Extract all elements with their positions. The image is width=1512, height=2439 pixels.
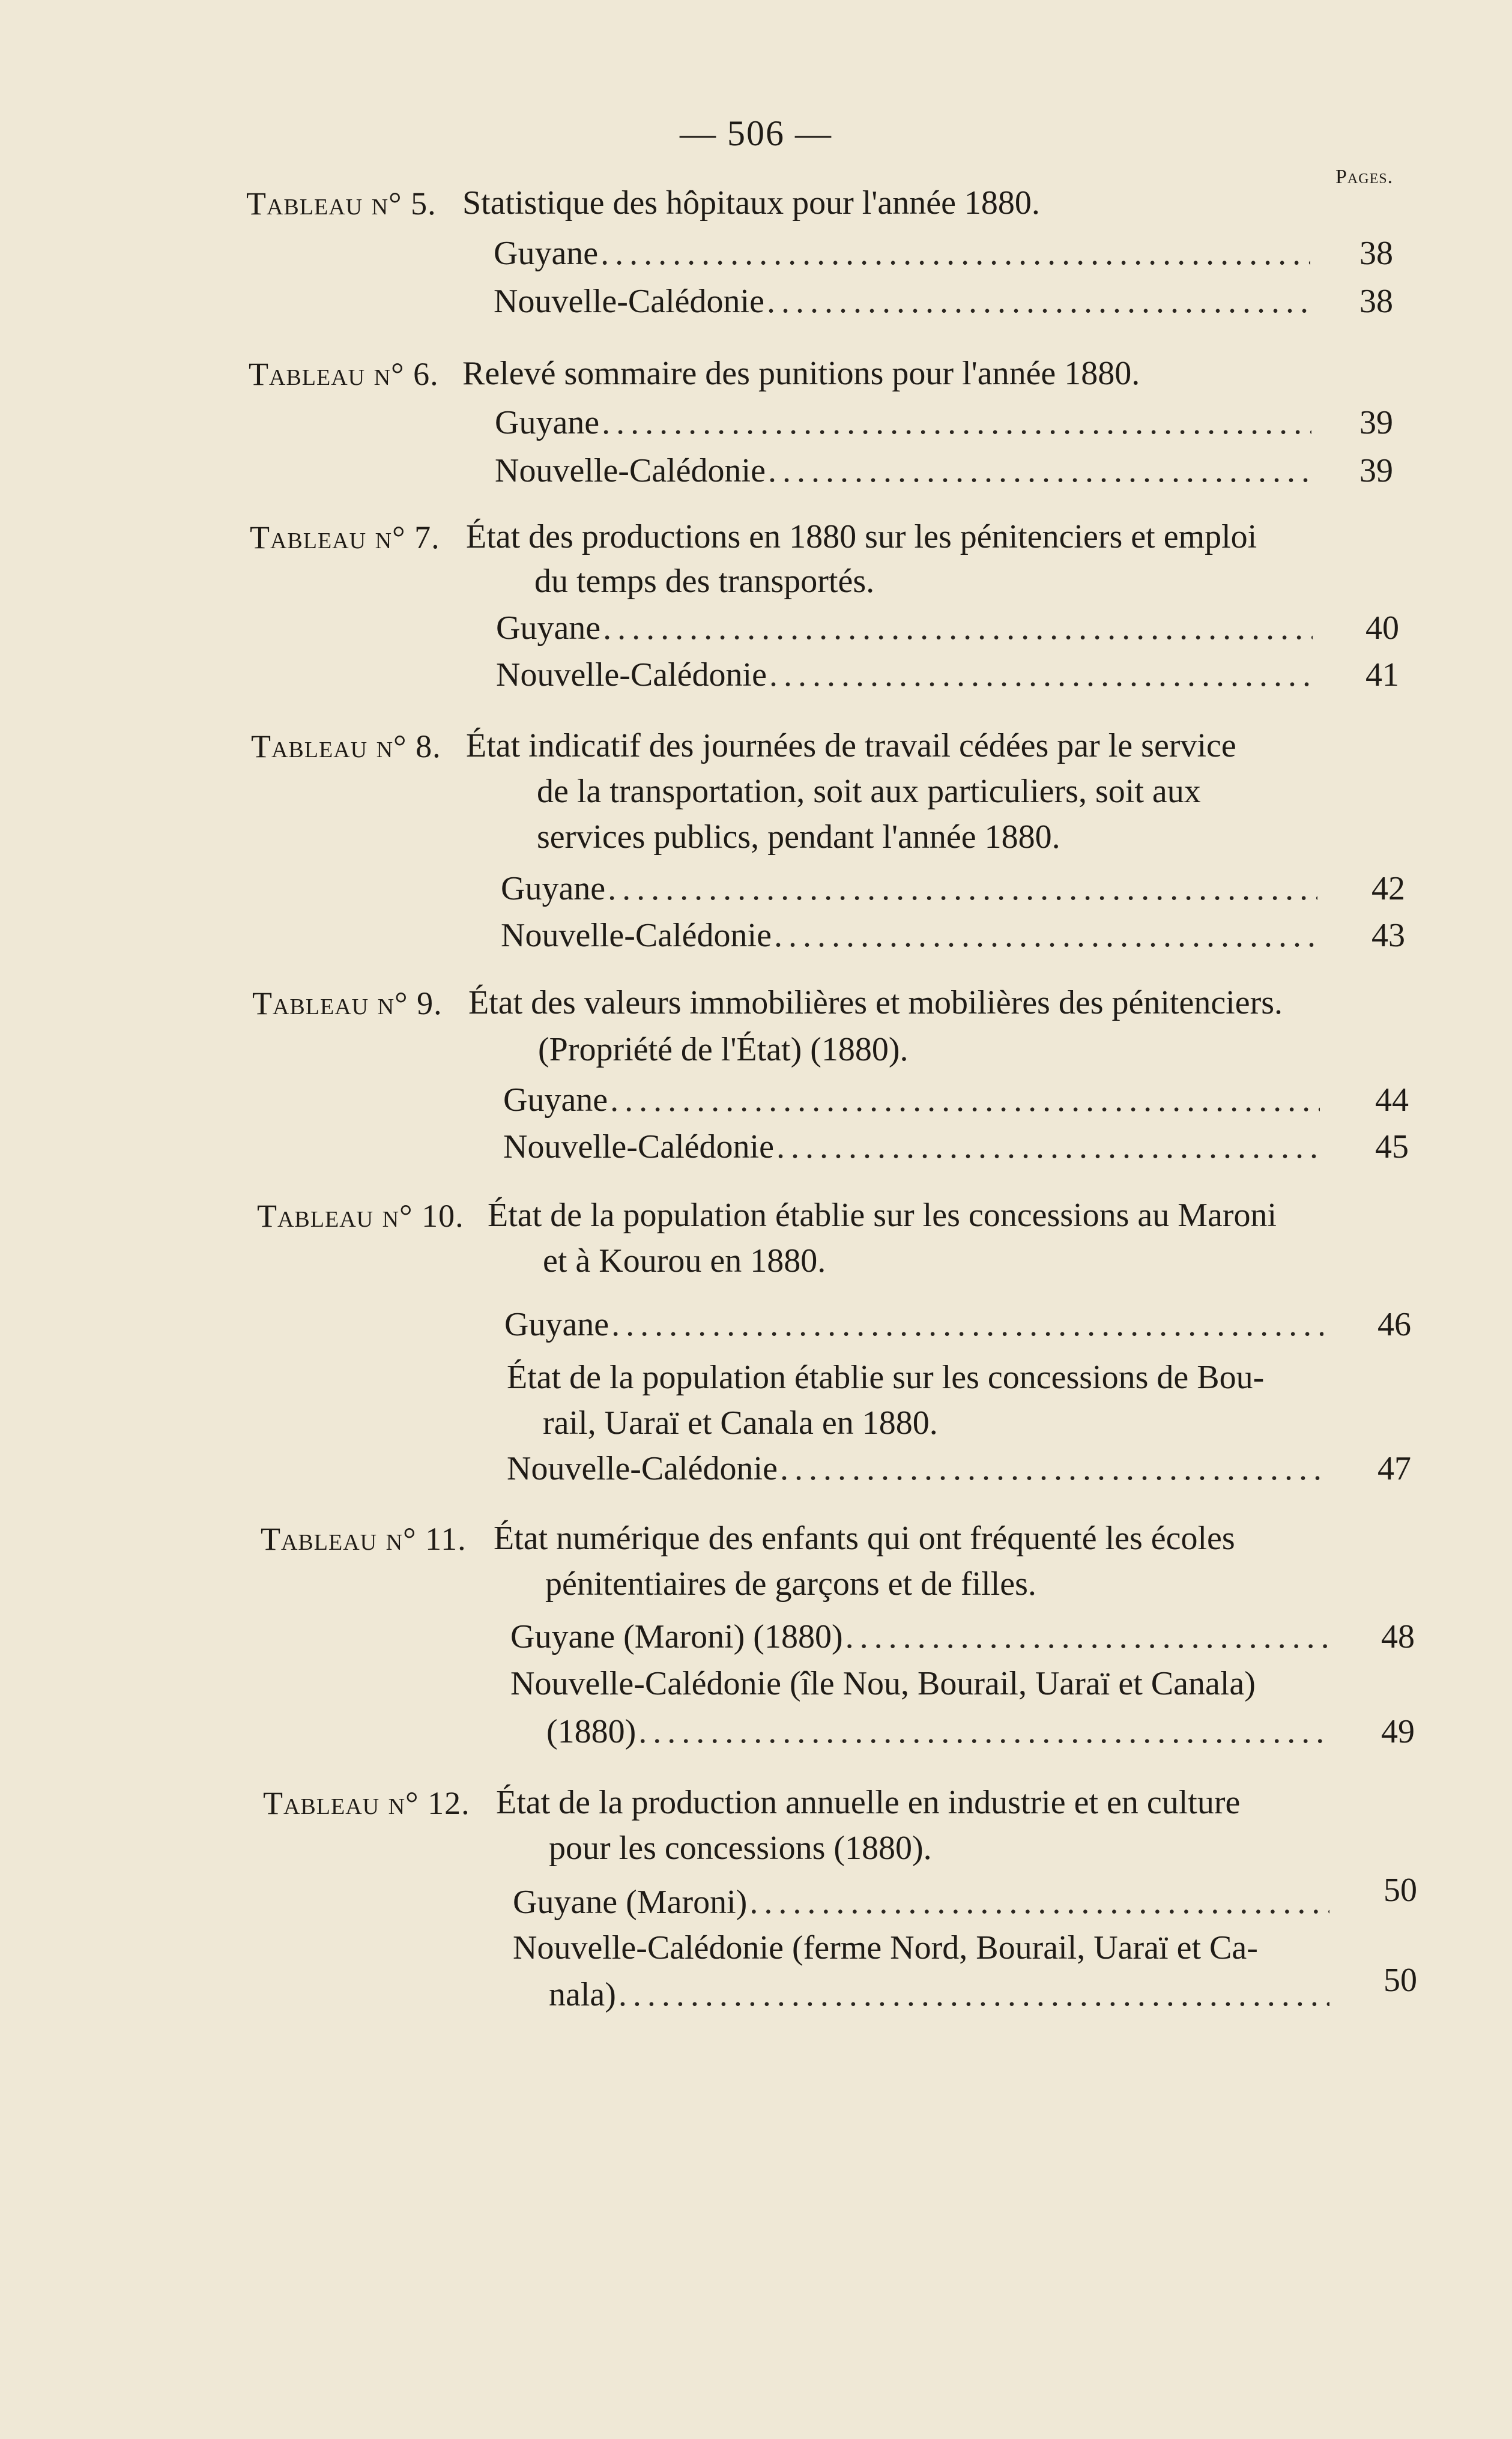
- tableau-11-entry-nc: [546, 1712, 1327, 1751]
- leader-dots: [600, 234, 1310, 273]
- tableau-12-subentry-line-1: Nouvelle-Calédonie (ferme Nord, Bourail, Uaraï et Ca-: [513, 1929, 1258, 1966]
- entry-label: Nouvelle-Calédonie: [496, 656, 767, 694]
- leader-dots: [774, 916, 1317, 955]
- entry-label: Guyane: [495, 404, 600, 441]
- entry-label: Nouvelle-Calédonie: [503, 1128, 774, 1165]
- entry-label: Nouvelle-Calédonie: [507, 1450, 778, 1487]
- tableau-12-title-line-2: pour les concessions (1880).: [549, 1830, 932, 1867]
- tableau-11-page-nc: 49: [1381, 1713, 1415, 1750]
- tableau-10-label: Tableau n° 10.: [257, 1198, 464, 1234]
- tableau-11-page-guyane: 48: [1381, 1618, 1415, 1655]
- tableau-8-entry-nc: [501, 916, 1317, 955]
- tableau-9-page-nc: 45: [1375, 1128, 1409, 1165]
- entry-label: Guyane (Maroni) (1880): [510, 1618, 843, 1655]
- tableau-5-page-nc: 38: [1359, 283, 1393, 320]
- tableau-5-entry-guyane: [494, 234, 1310, 273]
- tableau-11-label: Tableau n° 11.: [261, 1521, 467, 1557]
- leader-dots: [845, 1618, 1327, 1656]
- tableau-8-title-line-2: de la transportation, soit aux particuliers, soit aux: [537, 773, 1201, 810]
- leader-dots: [618, 1975, 1329, 2014]
- leader-dots: [769, 656, 1313, 694]
- tableau-5-page-guyane: 38: [1359, 235, 1393, 272]
- tableau-10-page-nc: 47: [1377, 1450, 1411, 1487]
- entry-label: Nouvelle-Calédonie: [494, 283, 764, 320]
- tableau-9-label: Tableau n° 9.: [252, 985, 443, 1021]
- tableau-7-title-line-2: du temps des transportés.: [534, 563, 875, 600]
- tableau-12-entry-guyane: [513, 1883, 1329, 1921]
- tableau-10-entry-nc: [507, 1449, 1323, 1488]
- tableau-6-label: Tableau n° 6.: [249, 356, 439, 392]
- pages-column-header: Pages.: [1335, 166, 1394, 188]
- leader-dots: [608, 869, 1317, 908]
- tableau-5-entry-nc: [494, 282, 1310, 321]
- tableau-12-label: Tableau n° 12.: [263, 1785, 470, 1821]
- tableau-7-page-guyane: 40: [1365, 609, 1399, 647]
- entry-label: Guyane: [494, 235, 599, 272]
- leader-dots: [780, 1449, 1323, 1488]
- tableau-10-page-guyane: 46: [1377, 1306, 1411, 1343]
- tableau-12-page-nc: 50: [1383, 1962, 1417, 1999]
- tableau-7-entry-guyane: [496, 609, 1313, 647]
- leader-dots: [610, 1081, 1320, 1119]
- tableau-10-title-line-1: État de la population établie sur les concessions au Maroni: [488, 1197, 1277, 1234]
- tableau-10-entry-guyane: [504, 1305, 1323, 1344]
- tableau-10-subtitle-line-2: rail, Uaraï et Canala en 1880.: [543, 1404, 938, 1442]
- leader-dots: [602, 403, 1311, 442]
- leader-dots: [767, 282, 1310, 321]
- entry-label: Guyane: [504, 1306, 609, 1343]
- tableau-11-subentry-line-1: Nouvelle-Calédonie (île Nou, Bourail, Uaraï et Canala): [510, 1665, 1256, 1702]
- entry-label: Guyane: [501, 870, 606, 907]
- entry-label: Guyane: [503, 1081, 608, 1119]
- entry-label: Nouvelle-Calédonie: [501, 917, 772, 954]
- tableau-6-title: Relevé sommaire des punitions pour l'année 1880.: [462, 355, 1140, 392]
- tableau-6-page-nc: 39: [1359, 452, 1393, 489]
- entry-label: (1880): [546, 1713, 637, 1750]
- tableau-8-entry-guyane: [501, 869, 1317, 908]
- tableau-9-page-guyane: 44: [1375, 1081, 1409, 1119]
- tableau-11-title-line-1: État numérique des enfants qui ont fréquenté les écoles: [494, 1520, 1235, 1557]
- entry-label: Nouvelle-Calédonie: [495, 452, 766, 489]
- leader-dots: [749, 1883, 1329, 1921]
- tableau-7-label: Tableau n° 7.: [250, 519, 440, 555]
- leader-dots: [638, 1712, 1327, 1751]
- tableau-11-title-line-2: pénitentiaires de garçons et de filles.: [545, 1565, 1036, 1603]
- tableau-6-entry-guyane: [495, 403, 1311, 442]
- tableau-7-page-nc: 41: [1365, 656, 1399, 694]
- tableau-7-title-line-1: État des productions en 1880 sur les pénitenciers et emploi: [466, 518, 1257, 555]
- leader-dots: [768, 452, 1311, 490]
- tableau-12-title-line-1: État de la production annuelle en industrie et en culture: [496, 1784, 1241, 1821]
- tableau-6-page-guyane: 39: [1359, 404, 1393, 441]
- tableau-7-entry-nc: [496, 656, 1313, 694]
- tableau-8-title-line-1: État indicatif des journées de travail cédées par le service: [466, 727, 1236, 764]
- tableau-8-title-line-3: services publics, pendant l'année 1880.: [537, 818, 1060, 856]
- tableau-8-page-guyane: 42: [1371, 870, 1405, 907]
- tableau-6-entry-nc: [495, 452, 1311, 490]
- entry-label: Guyane (Maroni): [513, 1884, 748, 1921]
- leader-dots: [776, 1128, 1320, 1166]
- entry-label: Guyane: [496, 609, 601, 647]
- tableau-9-title-line-2: (Propriété de l'État) (1880).: [538, 1031, 909, 1068]
- tableau-12-page-guyane: 50: [1383, 1872, 1417, 1909]
- tableau-5-label: Tableau n° 5.: [246, 186, 437, 222]
- tableau-11-entry-guyane: [510, 1618, 1327, 1656]
- entry-label: nala): [549, 1976, 616, 2013]
- leader-dots: [603, 609, 1313, 647]
- tableau-5-title: Statistique des hôpitaux pour l'année 1880.: [462, 184, 1040, 222]
- tableau-10-subtitle-line-1: État de la population établie sur les concessions de Bou-: [507, 1359, 1265, 1396]
- tableau-9-entry-nc: [503, 1128, 1320, 1166]
- tableau-8-page-nc: 43: [1371, 917, 1405, 954]
- tableau-9-entry-guyane: [503, 1081, 1320, 1119]
- tableau-12-entry-nc: [549, 1975, 1329, 2014]
- leader-dots: [611, 1305, 1323, 1344]
- tableau-9-title-line-1: État des valeurs immobilières et mobilières des pénitenciers.: [468, 984, 1283, 1021]
- tableau-8-label: Tableau n° 8.: [251, 728, 441, 764]
- page-number: — 506 —: [680, 113, 832, 153]
- tableau-10-title-line-2: et à Kourou en 1880.: [543, 1242, 826, 1280]
